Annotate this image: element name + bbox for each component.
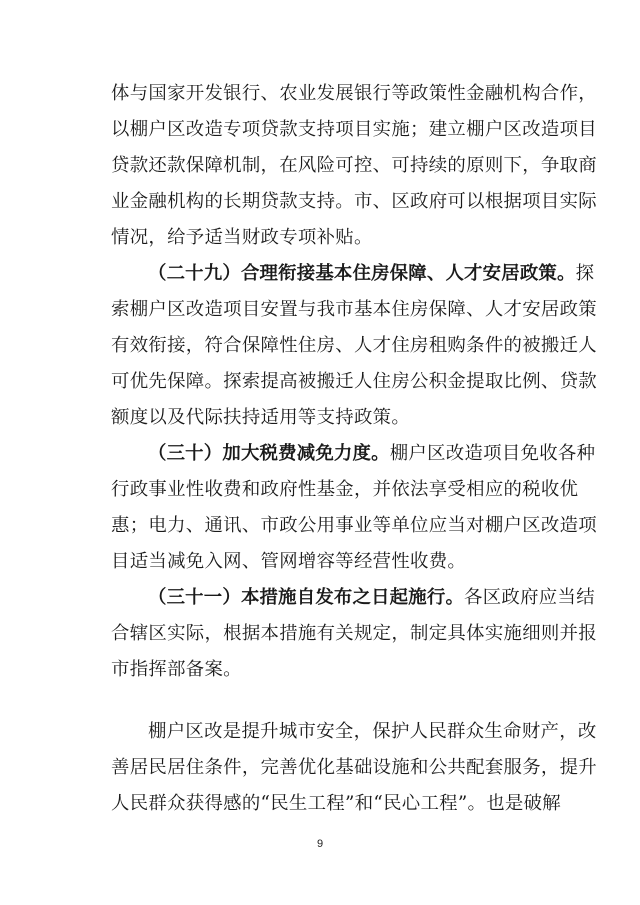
article-29-first-line <box>148 257 595 291</box>
paragraph-line: 以棚户区改造专项贷款支持项目实施；建立棚户区改造项目 <box>111 119 597 140</box>
paragraph-line: 市指挥部备案。 <box>111 659 242 680</box>
article-31-first-line-text: 各区政府应当结 <box>464 587 595 608</box>
paragraph-line: 人民群众获得感的“民生工程”和“民心工程”。也是破解 <box>111 793 562 814</box>
paragraph-line: 可优先保障。探索提高被搬迁人住房公积金提取比例、贷款 <box>111 371 597 392</box>
paragraph-line: 情况，给予适当财政专项补贴。 <box>111 227 373 248</box>
article-30-first-line <box>148 437 596 471</box>
article-31-heading: （三十一）本措施自发布之日起施行。 <box>148 587 465 608</box>
paragraph-line: 额度以及代际扶持适用等支持政策。 <box>111 407 411 428</box>
article-30-first-line-text: 棚户区改造项目免收各种 <box>389 443 596 464</box>
paragraph-line: 贷款还款保障机制，在风险可控、可持续的原则下，争取商 <box>111 155 597 176</box>
paragraph-line: 体与国家开发银行、农业发展银行等政策性金融机构合作， <box>111 83 597 104</box>
paragraph-line: 行政事业性收费和政府性基金，并依法享受相应的税收优 <box>111 479 579 500</box>
paragraph-line: 索棚户区改造项目安置与我市基本住房保障、人才安居政策 <box>111 299 597 320</box>
paragraph-line: 有效衔接，符合保障性住房、人才住房租购条件的被搬迁人 <box>111 335 597 356</box>
paragraph-line: 业金融机构的长期贷款支持。市、区政府可以根据项目实际 <box>111 191 597 212</box>
page-number: 9 <box>316 838 324 850</box>
paragraph-line: 目适当减免入网、管网增容等经营性收费。 <box>111 551 467 572</box>
paragraph-line: 善居民居住条件，完善优化基础设施和公共配套服务，提升 <box>111 757 597 778</box>
article-29-first-line-text: 探 <box>575 263 595 284</box>
paragraph-line: 惠；电力、通讯、市政公用事业等单位应当对棚户区改造项 <box>111 515 597 536</box>
article-29-heading: （二十九）合理衔接基本住房保障、人才安居政策。 <box>148 263 576 284</box>
paragraph-line: 合辖区实际，根据本措施有关规定，制定具体实施细则并报 <box>111 623 597 644</box>
article-30-heading: （三十）加大税费减免力度。 <box>148 443 390 464</box>
article-31-first-line <box>148 581 595 615</box>
closing-first-line: 棚户区改是提升城市安全，保护人民群众生命财产，改 <box>148 721 597 742</box>
